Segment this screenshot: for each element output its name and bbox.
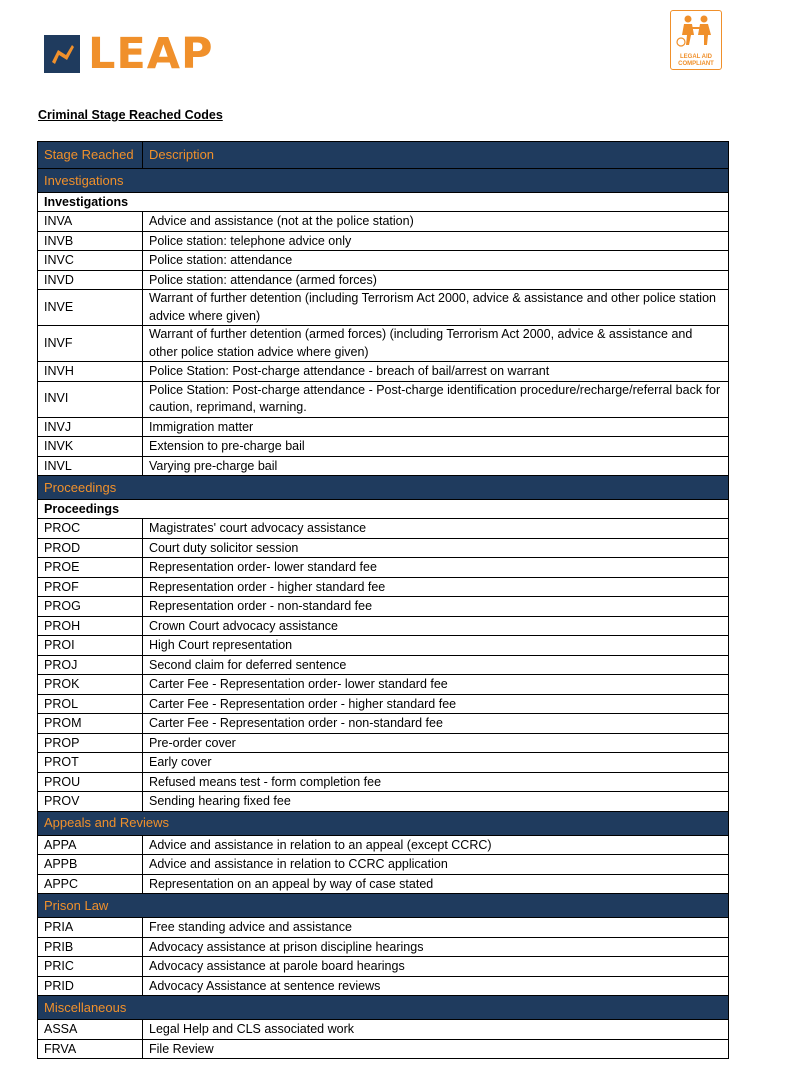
description-cell: Crown Court advocacy assistance: [143, 616, 729, 636]
description-cell: Court duty solicitor session: [143, 538, 729, 558]
table-row: [38, 270, 729, 290]
stage-code-cell: INVA: [38, 212, 143, 232]
description-cell: Sending hearing fixed fee: [143, 792, 729, 812]
description-cell: Advice and assistance in relation to an appeal (except CCRC): [143, 835, 729, 855]
table-row: [38, 290, 729, 326]
stage-code-cell: INVF: [38, 326, 143, 362]
stage-code-cell: ASSA: [38, 1020, 143, 1040]
stage-code-cell: PROH: [38, 616, 143, 636]
description-cell: Representation order- lower standard fee: [143, 558, 729, 578]
table-row: [38, 792, 729, 812]
table-row: [38, 381, 729, 417]
stage-code-cell: PROJ: [38, 655, 143, 675]
table-row: [38, 957, 729, 977]
table-row: [38, 1020, 729, 1040]
description-cell: Extension to pre-charge bail: [143, 437, 729, 457]
legal-aid-compliant-badge: [670, 10, 722, 70]
table-header-row: [38, 142, 729, 169]
table-row: [38, 937, 729, 957]
stage-code-cell: APPA: [38, 835, 143, 855]
section-header-row: [38, 811, 729, 835]
description-cell: Early cover: [143, 753, 729, 773]
table-row: [38, 616, 729, 636]
section-subheader: Proceedings: [38, 500, 729, 519]
table-row: [38, 976, 729, 996]
table-row: [38, 417, 729, 437]
table-row: [38, 655, 729, 675]
section-subheader-row: [38, 500, 729, 519]
stage-code-cell: APPC: [38, 874, 143, 894]
stage-code-cell: PROD: [38, 538, 143, 558]
stage-codes-table: [37, 141, 729, 1059]
description-cell: Second claim for deferred sentence: [143, 655, 729, 675]
stage-code-cell: INVB: [38, 231, 143, 251]
stage-code-cell: INVL: [38, 456, 143, 476]
stage-code-cell: APPB: [38, 855, 143, 875]
table-row: [38, 538, 729, 558]
stage-code-cell: PROM: [38, 714, 143, 734]
description-cell: Police station: telephone advice only: [143, 231, 729, 251]
table-row: [38, 456, 729, 476]
description-cell: Representation on an appeal by way of case stated: [143, 874, 729, 894]
stage-code-cell: INVC: [38, 251, 143, 271]
section-subheader: Investigations: [38, 193, 729, 212]
section-header-row: [38, 476, 729, 500]
description-cell: Warrant of further detention (including Terrorism Act 2000, advice & assistance and other police station advice where given): [143, 290, 729, 326]
stage-code-cell: PRID: [38, 976, 143, 996]
description-cell: Free standing advice and assistance: [143, 918, 729, 938]
description-cell: Advice and assistance in relation to CCRC application: [143, 855, 729, 875]
stage-code-cell: PROE: [38, 558, 143, 578]
description-cell: Police station: attendance (armed forces): [143, 270, 729, 290]
stage-code-cell: INVI: [38, 381, 143, 417]
stage-code-cell: PROT: [38, 753, 143, 773]
table-row: [38, 519, 729, 539]
column-header-stage: Stage Reached: [38, 142, 143, 169]
description-cell: Advocacy assistance at prison discipline hearings: [143, 937, 729, 957]
section-subheader-row: [38, 193, 729, 212]
table-row: [38, 212, 729, 232]
leap-logo-mark-icon: [44, 35, 80, 73]
stage-code-cell: INVD: [38, 270, 143, 290]
stage-code-cell: INVE: [38, 290, 143, 326]
table-row: [38, 918, 729, 938]
description-cell: Carter Fee - Representation order - higher standard fee: [143, 694, 729, 714]
description-cell: Representation order - non-standard fee: [143, 597, 729, 617]
section-header-row: [38, 894, 729, 918]
table-row: [38, 694, 729, 714]
section-title: Investigations: [38, 169, 729, 193]
stage-code-cell: PROL: [38, 694, 143, 714]
stage-code-cell: PROG: [38, 597, 143, 617]
description-cell: Advocacy Assistance at sentence reviews: [143, 976, 729, 996]
table-row: [38, 362, 729, 382]
section-header-row: [38, 169, 729, 193]
stage-code-cell: PRIB: [38, 937, 143, 957]
section-header-row: [38, 996, 729, 1020]
description-cell: Advice and assistance (not at the police station): [143, 212, 729, 232]
table-row: [38, 437, 729, 457]
table-row: [38, 577, 729, 597]
description-cell: Carter Fee - Representation order - non-standard fee: [143, 714, 729, 734]
table-row: [38, 231, 729, 251]
description-cell: High Court representation: [143, 636, 729, 656]
table-row: [38, 558, 729, 578]
stage-code-cell: INVK: [38, 437, 143, 457]
table-row: [38, 1039, 729, 1059]
description-cell: Police Station: Post-charge attendance - breach of bail/arrest on warrant: [143, 362, 729, 382]
description-cell: Refused means test - form completion fee: [143, 772, 729, 792]
table-row: [38, 874, 729, 894]
stage-code-cell: PRIA: [38, 918, 143, 938]
section-title: Miscellaneous: [38, 996, 729, 1020]
table-row: [38, 597, 729, 617]
table-row: [38, 636, 729, 656]
description-cell: File Review: [143, 1039, 729, 1059]
stage-code-cell: FRVA: [38, 1039, 143, 1059]
badge-line-2: COMPLIANT: [678, 60, 714, 67]
description-cell: Warrant of further detention (armed forces) (including Terrorism Act 2000, advice & assistance and other police station advice where given): [143, 326, 729, 362]
stage-code-cell: PROU: [38, 772, 143, 792]
stage-code-cell: PROF: [38, 577, 143, 597]
leap-logo: [44, 29, 214, 79]
table-row: [38, 855, 729, 875]
description-cell: Advocacy assistance at parole board hearings: [143, 957, 729, 977]
section-title: Prison Law: [38, 894, 729, 918]
table-row: [38, 675, 729, 695]
stage-code-cell: INVJ: [38, 417, 143, 437]
table-row: [38, 835, 729, 855]
stage-code-cell: INVH: [38, 362, 143, 382]
description-cell: Immigration matter: [143, 417, 729, 437]
page-title: Criminal Stage Reached Codes: [38, 108, 223, 122]
description-cell: Pre-order cover: [143, 733, 729, 753]
stage-code-cell: PRIC: [38, 957, 143, 977]
column-header-description: Description: [143, 142, 729, 169]
stage-code-cell: PROC: [38, 519, 143, 539]
description-cell: Legal Help and CLS associated work: [143, 1020, 729, 1040]
legal-aid-figures-icon: [671, 11, 721, 51]
table-row: [38, 326, 729, 362]
badge-line-1: LEGAL AID: [679, 54, 712, 60]
description-cell: Representation order - higher standard fee: [143, 577, 729, 597]
description-cell: Police Station: Post-charge attendance - Post-charge identification procedure/recharge/referral back for caution, reprimand, warning.: [143, 381, 729, 417]
stage-code-cell: PROI: [38, 636, 143, 656]
description-cell: Carter Fee - Representation order- lower standard fee: [143, 675, 729, 695]
table-row: [38, 753, 729, 773]
stage-code-cell: PROK: [38, 675, 143, 695]
leap-logo-text: LEAP: [88, 29, 214, 79]
description-cell: Police station: attendance: [143, 251, 729, 271]
description-cell: Magistrates' court advocacy assistance: [143, 519, 729, 539]
section-title: Proceedings: [38, 476, 729, 500]
section-title: Appeals and Reviews: [38, 811, 729, 835]
table-row: [38, 733, 729, 753]
table-row: [38, 772, 729, 792]
table-row: [38, 714, 729, 734]
table-row: [38, 251, 729, 271]
stage-code-cell: PROV: [38, 792, 143, 812]
description-cell: Varying pre-charge bail: [143, 456, 729, 476]
stage-code-cell: PROP: [38, 733, 143, 753]
